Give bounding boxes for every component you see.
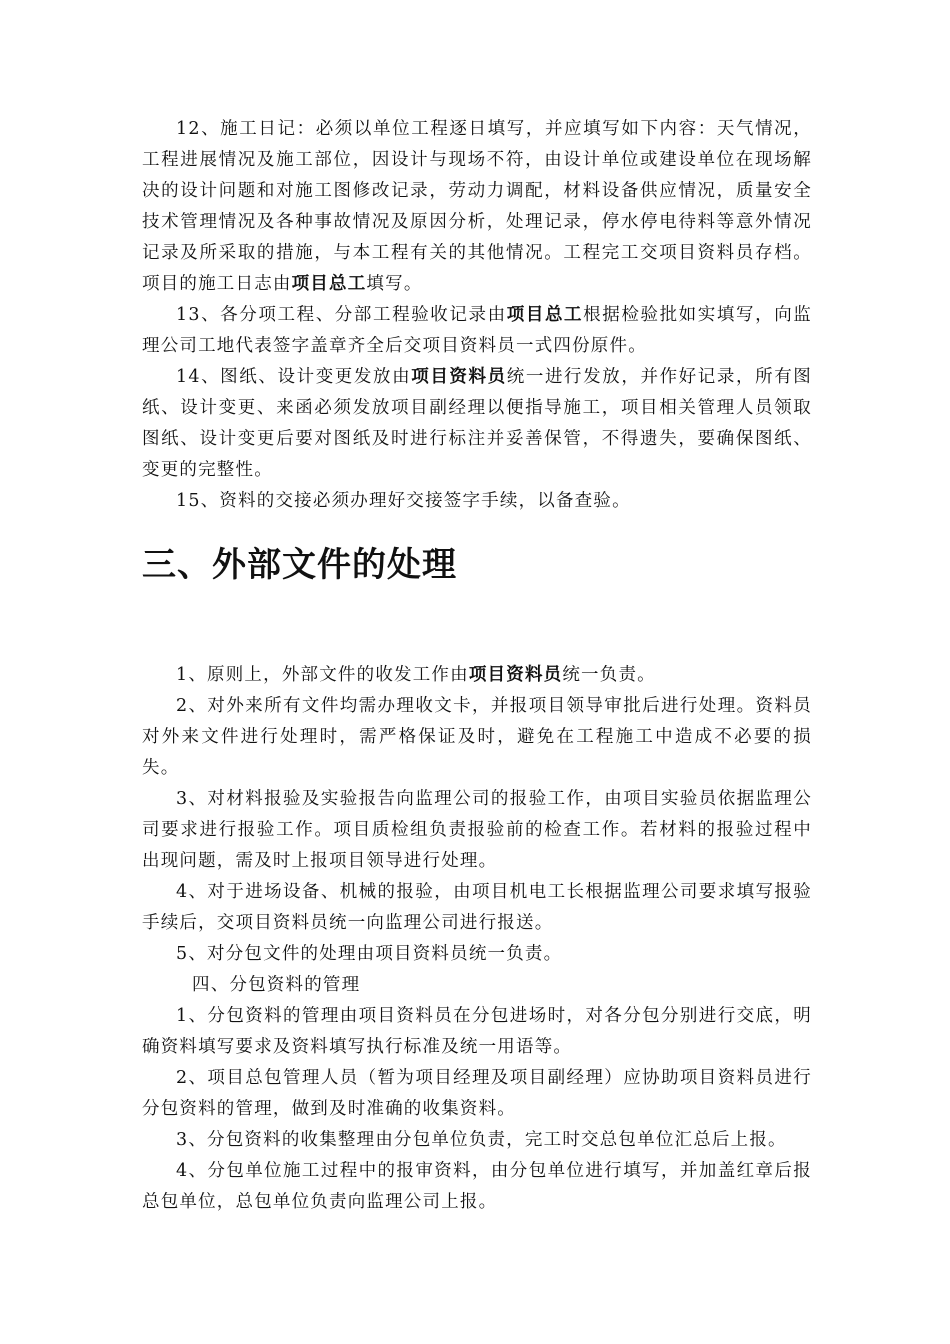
section-heading: 三、外部文件的处理	[142, 545, 457, 585]
paragraph-14: 14、图纸、设计变更发放由项目资料员统一进行发放，并作好记录，所有图纸、设计变更、来函必须发放项目副经理以便指导施工，项目相关管理人员领取图纸、设计变更后要对图纸及时进行标注并妥善保管，不得遗失，要确保图纸、变更的完整性。	[142, 367, 813, 480]
external-paragraph-2: 2、对外来所有文件均需办理收文卡，并报项目领导审批后进行处理。资料员对外来文件进行处理时，需严格保证及时，避免在工程施工中造成不必要的损失。	[142, 696, 812, 778]
external-paragraph-5: 5、对分包文件的处理由项目资料员统一负责。	[176, 944, 563, 964]
subcontract-paragraph-1: 1、分包资料的管理由项目资料员在分包进场时，对各分包分别进行交底，明确资料填写要求及资料填写执行标准及统一用语等。	[142, 1006, 812, 1057]
subcontract-paragraph-3: 3、分包资料的收集整理由分包单位负责，完工时交总包单位汇总后上报。	[176, 1130, 787, 1150]
section-external-documents	[142, 660, 812, 1218]
paragraph-15: 15、资料的交接必须办理好交接签字手续，以备查验。	[176, 491, 631, 511]
external-paragraph-4: 4、对于进场设备、机械的报验，由项目机电工长根据监理公司要求填写报验手续后，交项目资料员统一向监理公司进行报送。	[142, 882, 812, 933]
external-paragraph-3: 3、对材料报验及实验报告向监理公司的报验工作，由项目实验员依据监理公司要求进行报验工作。项目质检组负责报验前的检查工作。若材料的报验过程中出现问题，需及时上报项目领导进行处理。	[142, 789, 812, 871]
external-paragraph-1: 1、原则上，外部文件的收发工作由项目资料员统一负责。	[176, 665, 656, 685]
subcontract-paragraph-2: 2、项目总包管理人员（暂为项目经理及项目副经理）应协助项目资料员进行分包资料的管理，做到及时准确的收集资料。	[142, 1068, 812, 1119]
paragraph-12: 12、施工日记：必须以单位工程逐日填写，并应填写如下内容：天气情况，工程进展情况及施工部位，因设计与现场不符，由设计单位或建设单位在现场解决的设计问题和对施工图修改记录，劳动力调配，材料设备供应情况，质量安全技术管理情况及各种事故情况及原因分析，处理记录，停水停电待料等意外情况记录及所采取的措施，与本工程有关的其他情况。工程完工交项目资料员存档。项目的施工日志由项目总工填写。	[142, 119, 812, 294]
subcontract-paragraph-4: 4、分包单位施工过程中的报审资料，由分包单位进行填写，并加盖红章后报总包单位，总包单位负责向监理公司上报。	[142, 1161, 812, 1212]
subsection-title: 四、分包资料的管理	[192, 975, 361, 995]
section-rules-continued	[142, 114, 812, 517]
paragraph-13: 13、各分项工程、分部工程验收记录由项目总工根据检验批如实填写，向监理公司工地代表签字盖章齐全后交项目资料员一式四份原件。	[142, 305, 812, 356]
